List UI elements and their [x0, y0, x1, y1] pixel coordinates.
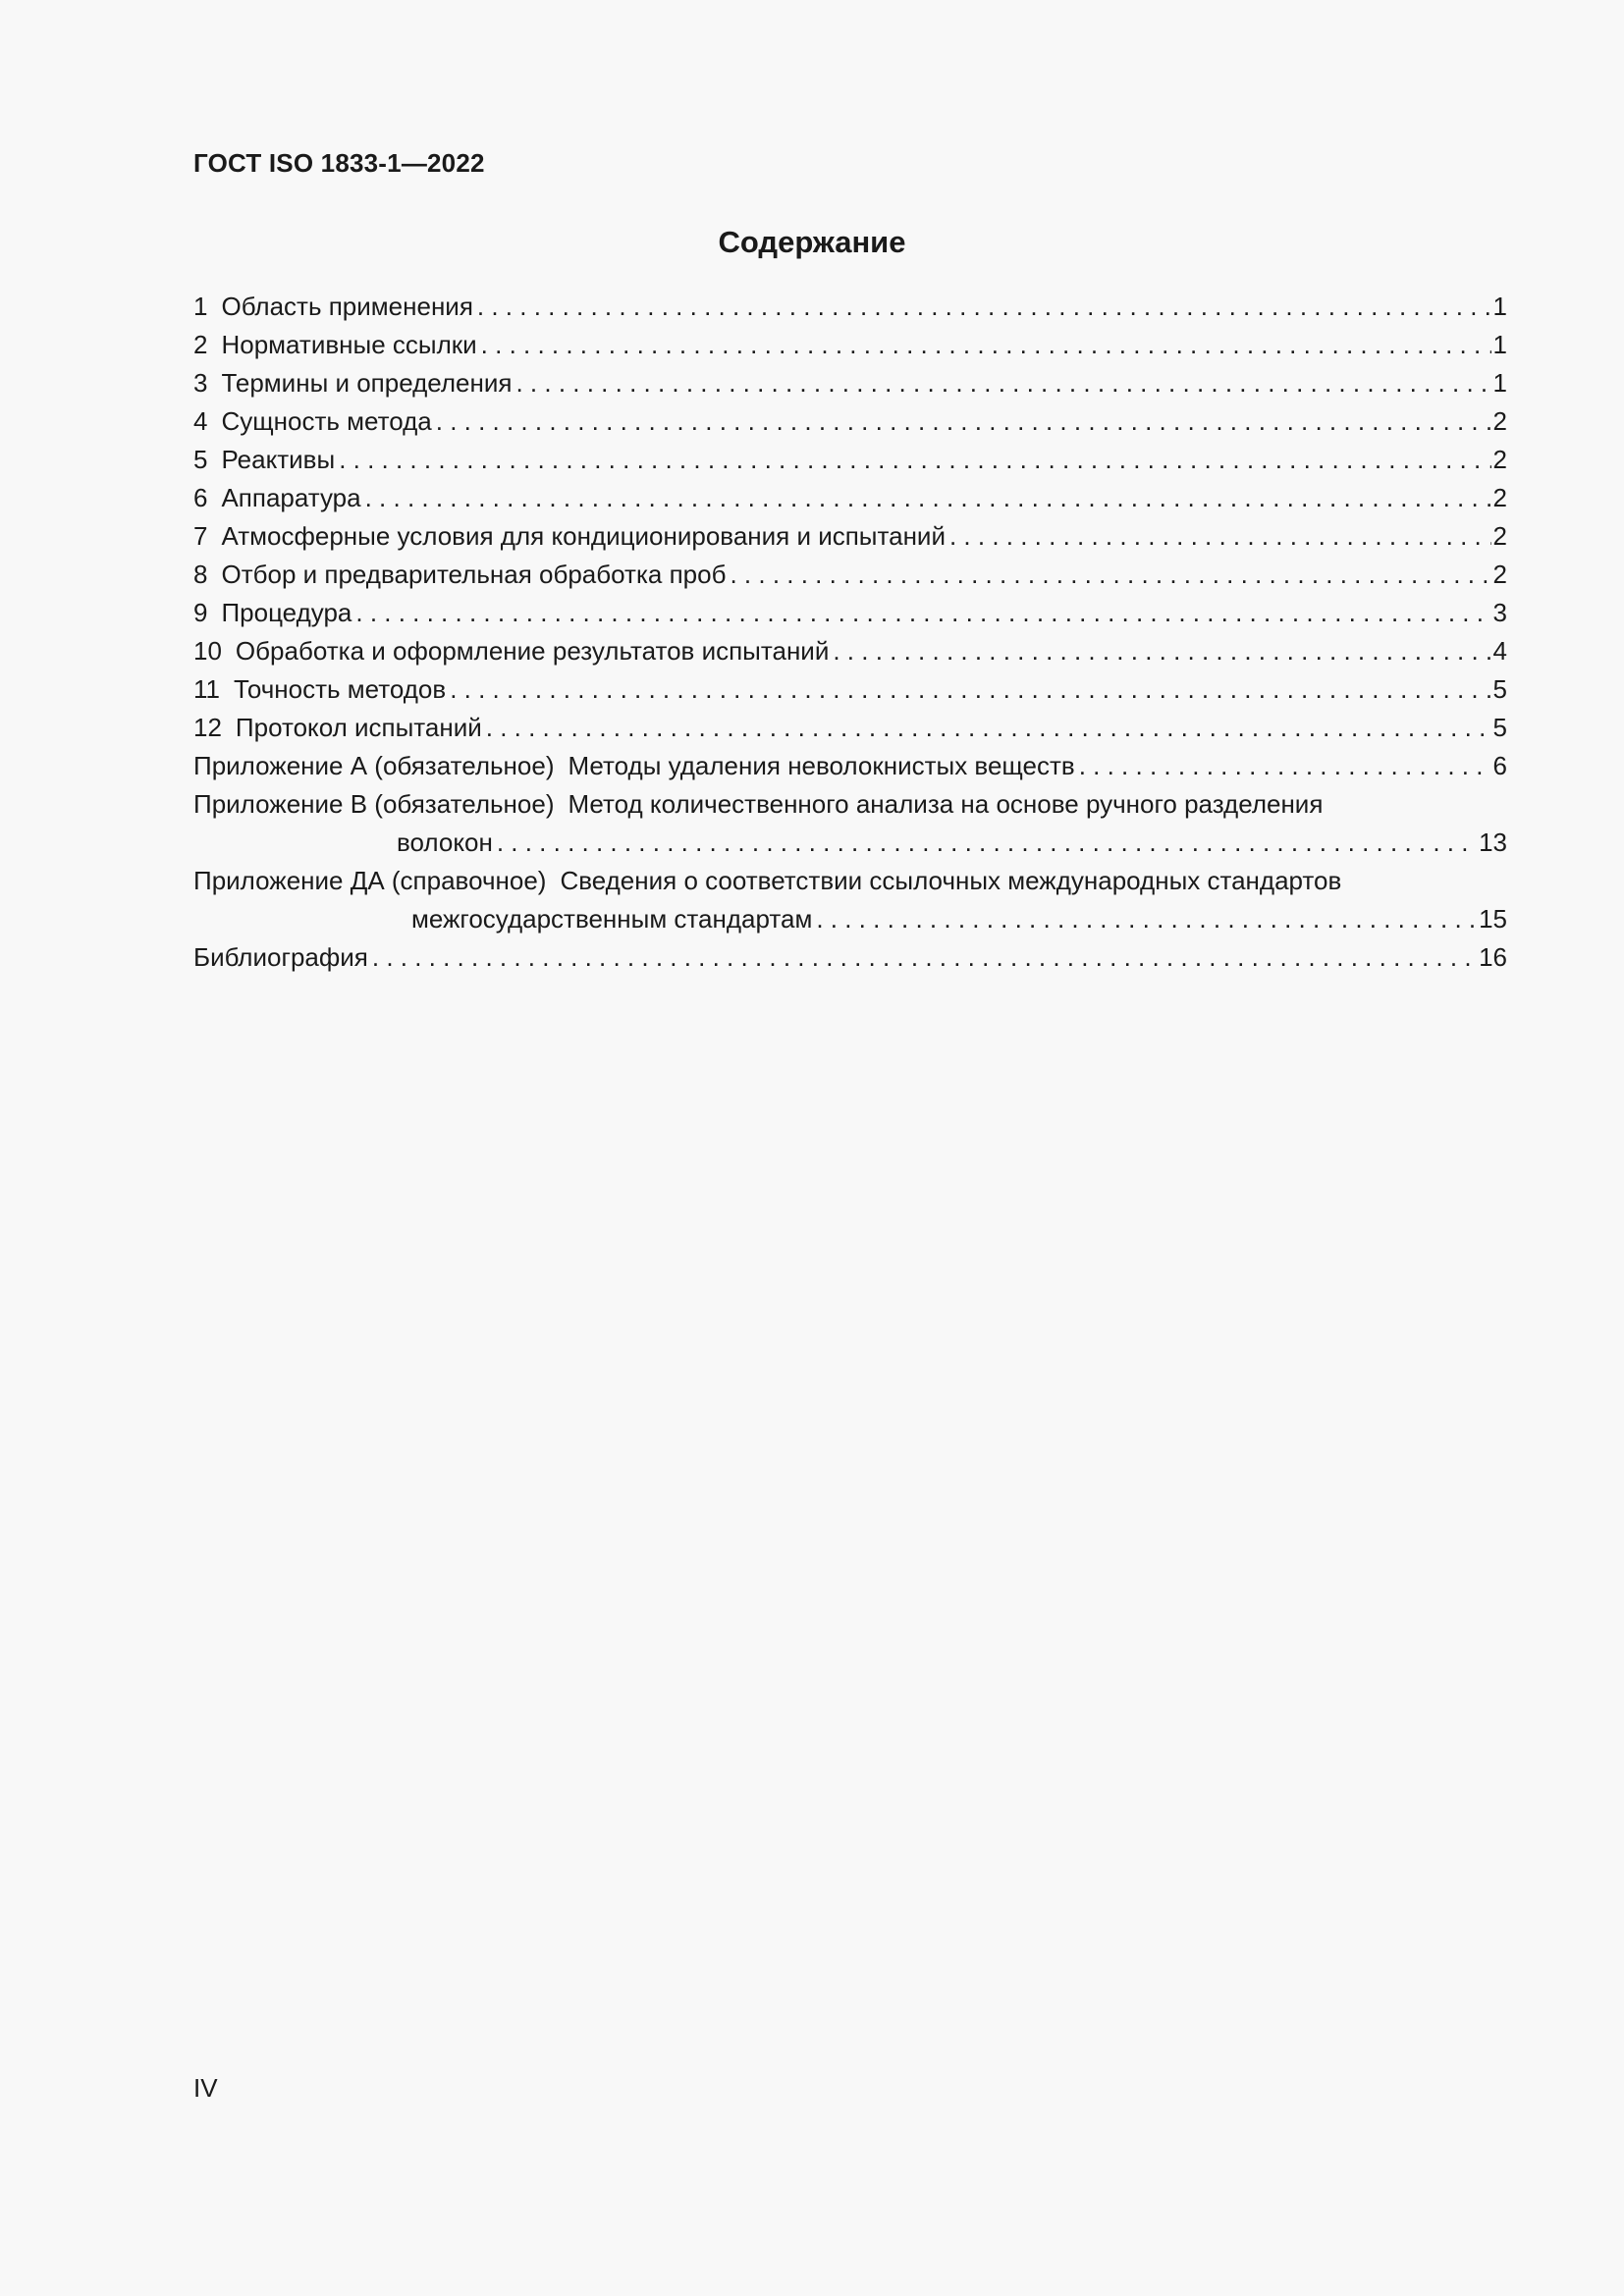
- toc-entry-number: 4: [193, 406, 208, 436]
- document-code-header: ГОСТ ISO 1833-1—2022: [193, 148, 485, 178]
- toc-entry-title: Библиография: [193, 942, 368, 972]
- toc-entry-appendix-da[interactable]: [193, 862, 1507, 900]
- toc-entry-page: 2: [1492, 521, 1507, 551]
- toc-entry-text: [193, 862, 1341, 900]
- toc-entry-2[interactable]: [193, 326, 1507, 364]
- toc-entry-title: Отбор и предварительная обработка проб: [221, 560, 727, 589]
- toc-entry-11[interactable]: [193, 670, 1507, 709]
- toc-entry-text: [193, 785, 1323, 824]
- toc-entry-number: 10: [193, 636, 222, 666]
- leader-dots: [365, 479, 1491, 517]
- toc-entry-text: [193, 402, 436, 441]
- toc-entry-title: Сущность метода: [221, 406, 432, 436]
- toc-entry-page: 1: [1492, 292, 1507, 321]
- leader-dots: [481, 326, 1491, 364]
- leader-dots: [833, 632, 1490, 670]
- toc-entry-appendix-da-continuation[interactable]: [193, 900, 1507, 938]
- toc-entry-9[interactable]: [193, 594, 1507, 632]
- toc-entry-number: 5: [193, 445, 208, 474]
- leader-dots: [497, 824, 1477, 862]
- toc-entry-number: 1: [193, 292, 208, 321]
- toc-entry-text: [193, 670, 450, 709]
- leader-dots: [730, 556, 1490, 594]
- toc-entry-page: 2: [1492, 483, 1507, 512]
- appendix-title-line2: волокон: [397, 828, 493, 857]
- leader-dots: [477, 288, 1491, 326]
- toc-entry-page: 1: [1492, 368, 1507, 398]
- toc-entry-10[interactable]: [193, 632, 1507, 670]
- table-of-contents: [193, 288, 1507, 977]
- toc-title: Содержание: [718, 225, 906, 259]
- toc-entry-text: [193, 632, 833, 670]
- toc-entry-number: 11: [193, 674, 220, 704]
- toc-entry-appendix-b-continuation[interactable]: [193, 824, 1507, 862]
- toc-entry-appendix-b[interactable]: [193, 785, 1507, 824]
- toc-entry-number: 7: [193, 521, 208, 551]
- toc-entry-1[interactable]: [193, 288, 1507, 326]
- toc-entry-title: Область применения: [221, 292, 473, 321]
- leader-dots: [486, 709, 1491, 747]
- leader-dots: [372, 938, 1477, 977]
- toc-entry-page: 6: [1492, 751, 1507, 780]
- toc-entry-text: [193, 479, 365, 517]
- toc-entry-title: Протокол испытаний: [235, 713, 482, 742]
- toc-entry-appendix-a[interactable]: [193, 747, 1507, 785]
- toc-entry-page: 16: [1479, 942, 1507, 972]
- toc-entry-page: 1: [1492, 330, 1507, 359]
- toc-entry-text: [193, 594, 355, 632]
- toc-entry-title: Аппаратура: [221, 483, 361, 512]
- leader-dots: [450, 670, 1490, 709]
- toc-entry-6[interactable]: [193, 479, 1507, 517]
- toc-entry-3[interactable]: [193, 364, 1507, 402]
- toc-entry-page: 2: [1492, 560, 1507, 589]
- leader-dots: [949, 517, 1491, 556]
- appendix-label: Приложение ДА (справочное): [193, 866, 547, 895]
- toc-entry-number: 12: [193, 713, 222, 742]
- toc-entry-number: 8: [193, 560, 208, 589]
- toc-entry-page: 5: [1492, 674, 1507, 704]
- toc-entry-text: [193, 364, 515, 402]
- toc-entry-title: Атмосферные условия для кондиционирования и испытаний: [221, 521, 946, 551]
- leader-dots: [436, 402, 1491, 441]
- toc-entry-number: 9: [193, 598, 208, 627]
- toc-entry-page: 5: [1492, 713, 1507, 742]
- toc-entry-text: [193, 288, 477, 326]
- toc-entry-7[interactable]: [193, 517, 1507, 556]
- toc-entry-bibliography[interactable]: [193, 938, 1507, 977]
- toc-entry-page: 13: [1479, 828, 1507, 857]
- appendix-title-line1: Метод количественного анализа на основе ручного разделения: [568, 789, 1324, 819]
- toc-entry-text: [193, 517, 949, 556]
- appendix-title-line2: межгосударственным стандартам: [411, 904, 813, 934]
- toc-entry-title: Реактивы: [221, 445, 336, 474]
- toc-entry-5[interactable]: [193, 441, 1507, 479]
- toc-entry-text: [193, 747, 1079, 785]
- appendix-label: Приложение А (обязательное): [193, 751, 555, 780]
- leader-dots: [1079, 747, 1491, 785]
- toc-entry-text: [193, 326, 481, 364]
- toc-entry-4[interactable]: [193, 402, 1507, 441]
- toc-entry-text: [193, 709, 486, 747]
- toc-entry-number: 2: [193, 330, 208, 359]
- toc-entry-number: 3: [193, 368, 208, 398]
- appendix-title: Методы удаления неволокнистых веществ: [568, 751, 1075, 780]
- toc-entry-title: Процедура: [221, 598, 352, 627]
- toc-entry-text: [193, 556, 730, 594]
- toc-entry-title: Обработка и оформление результатов испытаний: [235, 636, 830, 666]
- toc-entry-8[interactable]: [193, 556, 1507, 594]
- leader-dots: [355, 594, 1490, 632]
- toc-entry-page: 15: [1479, 904, 1507, 934]
- leader-dots: [816, 900, 1477, 938]
- toc-entry-page: 4: [1492, 636, 1507, 666]
- toc-entry-12[interactable]: [193, 709, 1507, 747]
- toc-entry-title: Термины и определения: [221, 368, 513, 398]
- toc-entry-text: [193, 441, 339, 479]
- appendix-label: Приложение В (обязательное): [193, 789, 555, 819]
- toc-entry-title: Нормативные ссылки: [221, 330, 477, 359]
- toc-entry-page: 2: [1492, 406, 1507, 436]
- page-number: IV: [193, 2073, 218, 2103]
- leader-dots: [339, 441, 1490, 479]
- toc-entry-page: 2: [1492, 445, 1507, 474]
- toc-entry-number: 6: [193, 483, 208, 512]
- toc-entry-page: 3: [1492, 598, 1507, 627]
- toc-entry-title: Точность методов: [234, 674, 447, 704]
- appendix-title-line1: Сведения о соответствии ссылочных международных стандартов: [560, 866, 1342, 895]
- leader-dots: [515, 364, 1490, 402]
